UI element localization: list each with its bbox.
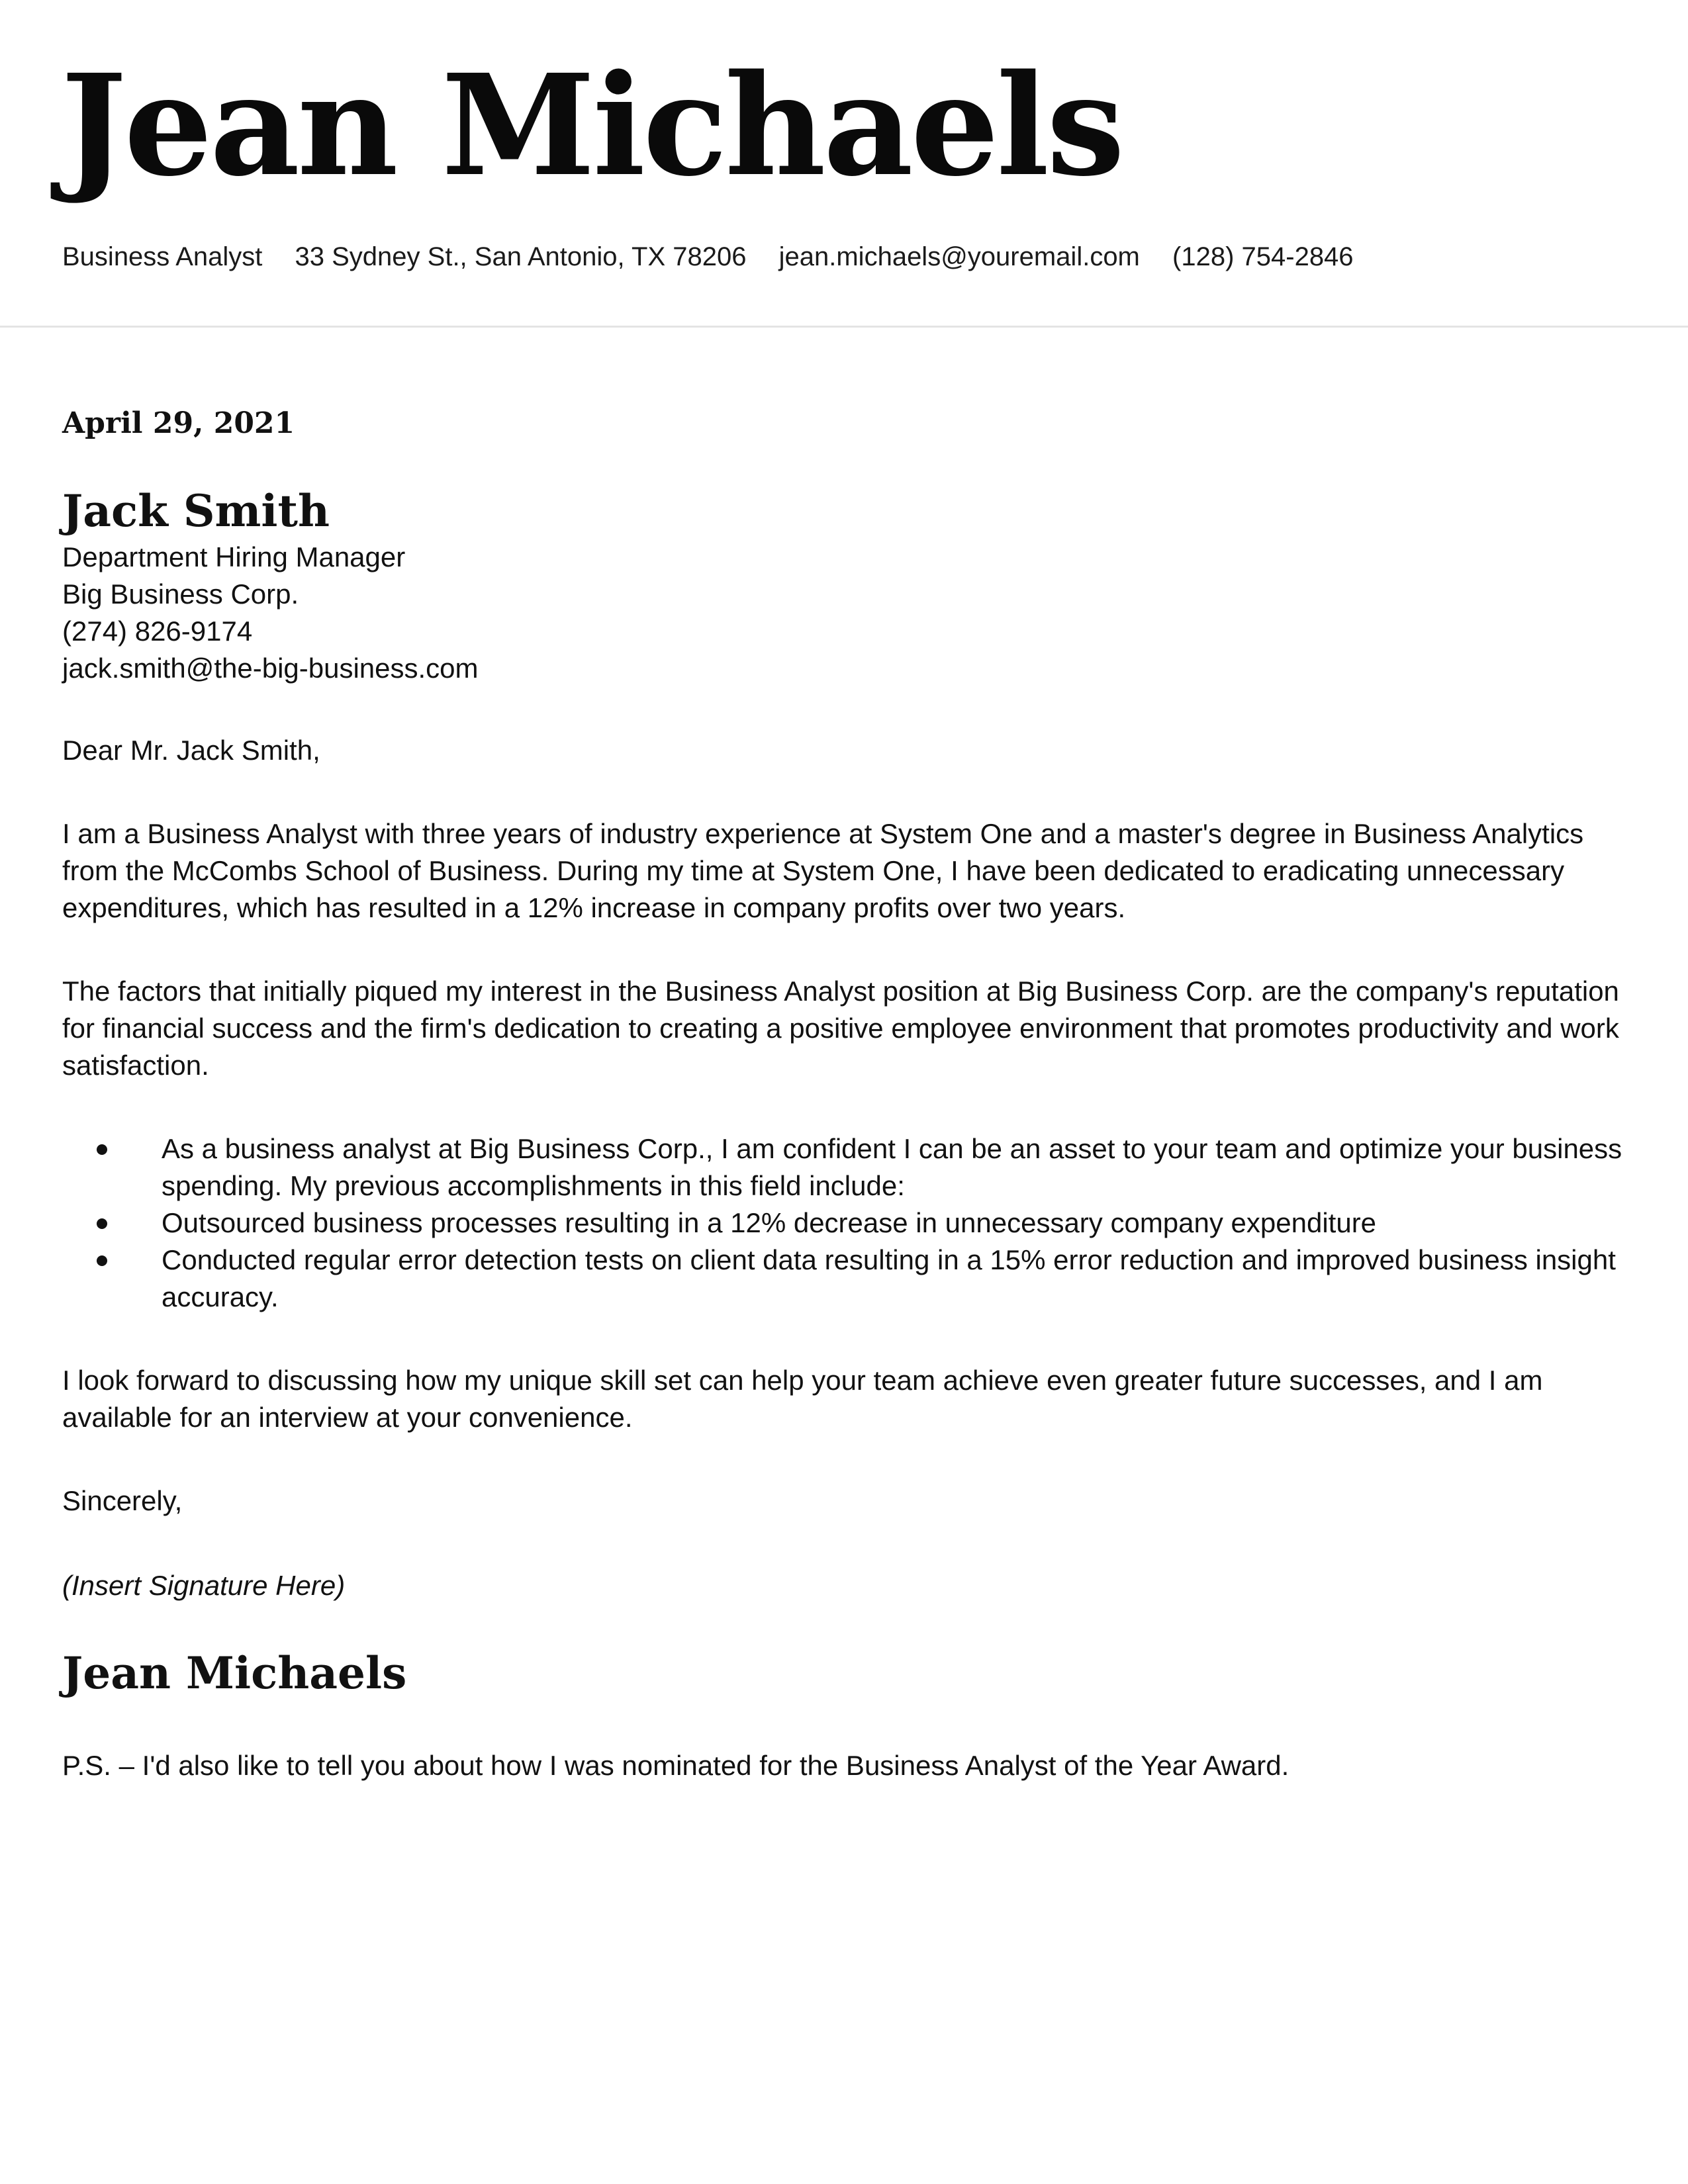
bullet-icon [97,1144,107,1155]
letter-header [0,0,1688,328]
recipient-company: Big Business Corp. [62,578,299,610]
list-item [62,1130,1624,1205]
recipient-name: Jack Smith [62,485,330,537]
letter-date: April 29, 2021 [62,406,295,440]
postscript: P.S. – I'd also like to tell you about how I was nominated for the Business Analyst of the Year Award. [62,1750,1289,1781]
sender-contact-line [62,240,1379,274]
recipient-email: jack.smith@the-big-business.com [62,653,479,684]
recipient-title: Department Hiring Manager [62,541,406,572]
list-item-text: Outsourced business processes resulting in a 12% decrease in unnecessary company expenditure [162,1207,1377,1238]
body-paragraph-2: The factors that initially piqued my interest in the Business Analyst position at Big Business Corp. are the company's reputation for financial success and the firm's dedication to creating a positive employee environment that promotes productivity and work satisfaction. [62,976,1619,1081]
sender-name: Jean Michaels [61,44,1123,207]
letter-body [62,404,1624,1784]
list-item [62,1205,1624,1242]
body-paragraph-1: I am a Business Analyst with three years of industry experience at System One and a master's degree in Business Analytics from the McCombs School of Business. During my time at System One, I have been dedicated to eradicating unnecessary expenditures, which has resulted in a 12% increase in company profits over two years. [62,818,1584,923]
greeting: Dear Mr. Jack Smith, [62,735,320,766]
sender-phone: (128) 754-2846 [1172,242,1354,271]
recipient-block [62,484,1624,687]
recipient-phone: (274) 826-9174 [62,615,253,647]
sender-job-title: Business Analyst [62,242,263,271]
sign-off: Sincerely, [62,1485,183,1516]
signer-name: Jean Michaels [62,1647,407,1699]
bullet-icon [97,1255,107,1266]
list-item-text: Conducted regular error detection tests on client data resulting in a 15% error reduction and improved business insight accuracy. [162,1244,1616,1312]
closing-paragraph: I look forward to discussing how my unique skill set can help your team achieve even greater future successes, and I am available for an interview at your convenience. [62,1365,1543,1433]
list-item-text: As a business analyst at Big Business Corp., I am confident I can be an asset to your team and optimize your business spending. My previous accomplishments in this field include: [162,1133,1622,1201]
sender-address: 33 Sydney St., San Antonio, TX 78206 [295,242,747,271]
sender-email: jean.michaels@youremail.com [778,242,1140,271]
accomplishments-list [62,1130,1624,1316]
signature-placeholder: (Insert Signature Here) [62,1570,346,1601]
bullet-icon [97,1218,107,1229]
list-item [62,1242,1624,1316]
